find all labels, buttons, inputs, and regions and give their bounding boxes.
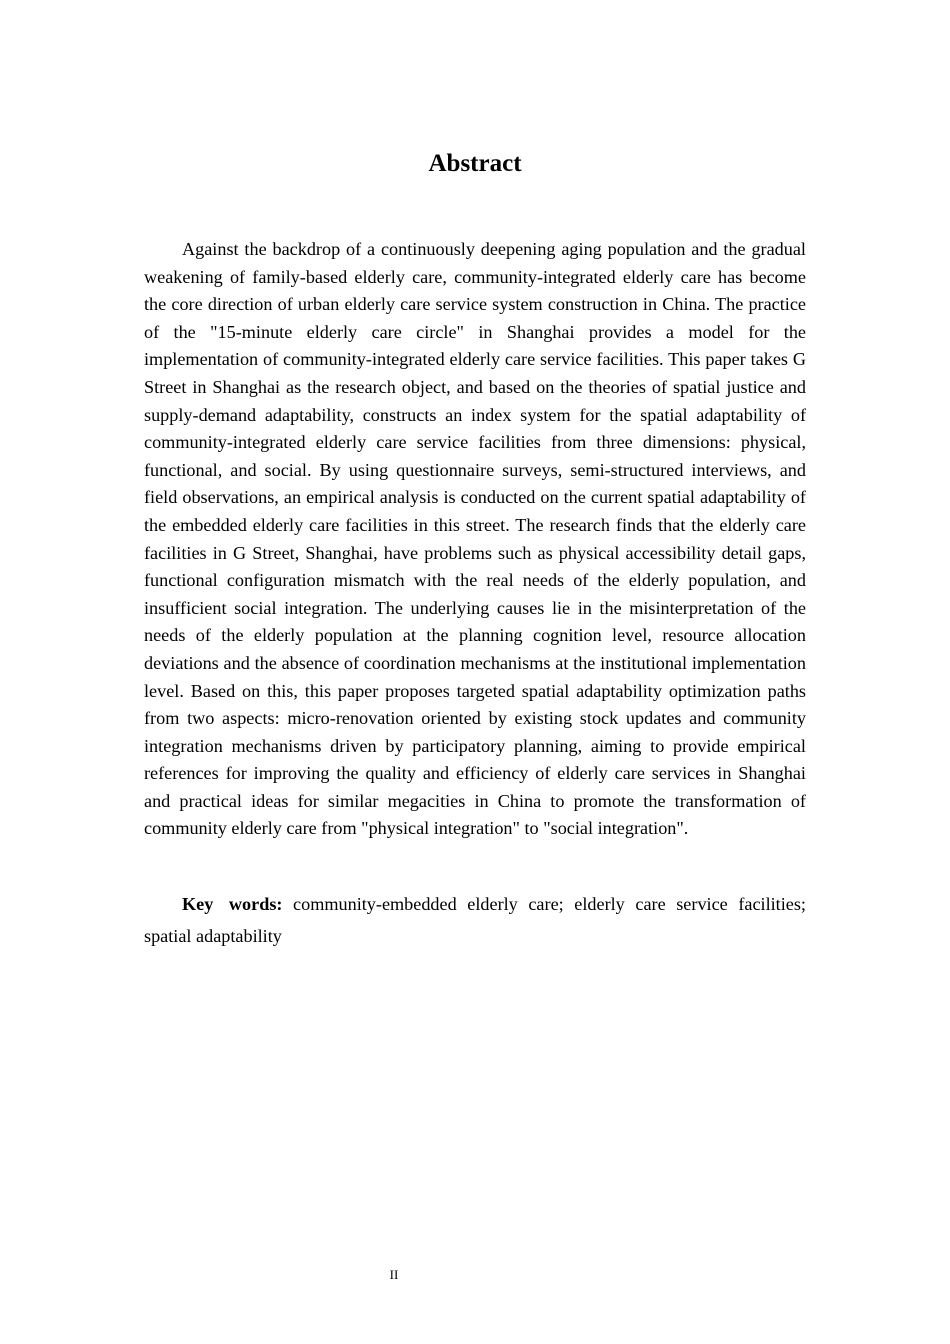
keywords-text: community-embedded elderly care; elderly care service facilities; spatial adaptability	[144, 894, 806, 946]
page-number: II	[389, 1267, 399, 1282]
keywords-label: Key words:	[182, 894, 283, 914]
keywords-paragraph	[144, 888, 806, 952]
abstract-body: Against the backdrop of a continuously deepening aging population and the gradual weakening of family-based elderly care, community-integrated elderly care has become the core direction of urban elderly care service system construction in China. The practice of the "15-minute elderly care circle" in Shanghai provides a model for the implementation of community-integrated elderly care service facilities. This paper takes G Street in Shanghai as the research object, and based on the theories of spatial justice and supply-demand adaptability, constructs an index system for the spatial adaptability of community-integrated elderly care service facilities from three dimensions: physical, functional, and social. By using questionnaire surveys, semi-structured interviews, and field observations, an empirical analysis is conducted on the current spatial adaptability of the embedded elderly care facilities in this street. The research finds that the elderly care facilities in G Street, Shanghai, have problems such as physical accessibility detail gaps, functional configuration mismatch with the real needs of the elderly population, and insufficient social integration. The underlying causes lie in the misinterpretation of the needs of the elderly population at the planning cognition level, resource allocation deviations and the absence of coordination mechanisms at the institutional implementation level. Based on this, this paper proposes targeted spatial adaptability optimization paths from two aspects: micro-renovation oriented by existing stock updates and community integration mechanisms driven by participatory planning, aiming to provide empirical references for improving the quality and efficiency of elderly care services in Shanghai and practical ideas for similar megacities in China to promote the transformation of community elderly care from "physical integration" to "social integration".	[144, 239, 806, 839]
page-title: Abstract	[428, 150, 522, 177]
